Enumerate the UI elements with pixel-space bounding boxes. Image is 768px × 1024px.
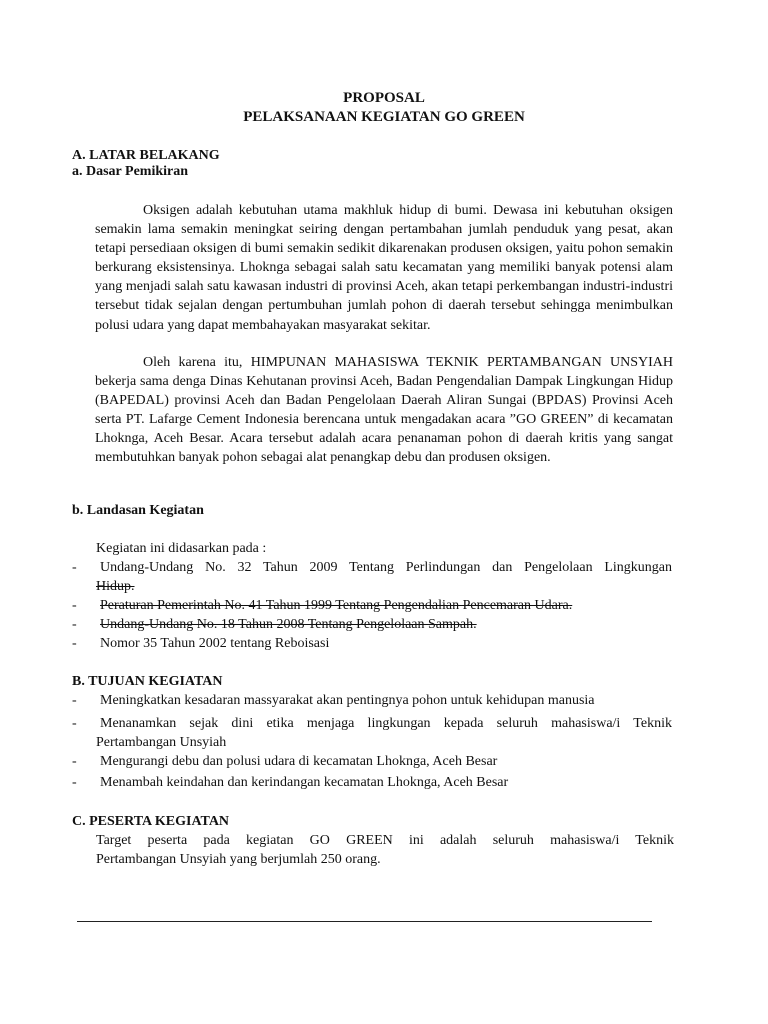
- bullet-dash: -: [72, 560, 77, 575]
- peserta-line-1: Target peserta pada kegiatan GO GREEN ini adalah seluruh mahasiswa/i Teknik: [96, 833, 674, 848]
- paragraph-dasar-pemikiran-1: Oksigen adalah kebutuhan utama makhluk hidup di bumi. Dewasa ini kebutuhan oksigen semakin lama semakin meningkat seiring dengan pertambahan jumlah penduduk yang pesat, akan tetapi persediaan oksigen di bumi semakin sedikit dikarenakan produsen oksigen, yaitu pohon semakin berkurang eksistensinya. Lhoknga sebagai salah satu kecamatan yang memiliki banyak potensi alam yang menjadi salah satu kawasan industri di provinsi Aceh, akan tetapi perkembangan industri-industri tersebut tidak sejalan dengan pertumbuhan jumlah pohon di daerah tersebut sehingga menimbulkan polusi udara yang dapat membahayakan masyarakat sekitar.: [95, 203, 673, 333]
- landasan-item-4: Nomor 35 Tahun 2002 tentang Reboisasi: [100, 636, 330, 651]
- tujuan-item-2-line2: Pertambangan Unsyiah: [96, 735, 227, 750]
- subsection-b-heading: b. Landasan Kegiatan: [72, 503, 204, 518]
- section-b-heading: B. TUJUAN KEGIATAN: [72, 674, 223, 689]
- section-a-heading: A. LATAR BELAKANG: [72, 148, 220, 163]
- tujuan-item-1: Meningkatkan kesadaran massyarakat akan pentingnya pohon untuk kehidupan manusia: [100, 693, 595, 708]
- bullet-dash: -: [72, 617, 77, 632]
- bullet-dash: -: [72, 754, 77, 769]
- tujuan-item-4: Menambah keindahan dan kerindangan kecamatan Lhoknga, Aceh Besar: [100, 775, 509, 790]
- proposal-title: PROPOSAL: [343, 90, 425, 106]
- bullet-dash: -: [72, 693, 77, 708]
- subsection-a-heading: a. Dasar Pemikiran: [72, 164, 189, 179]
- footnote-separator: [77, 921, 652, 922]
- tujuan-item-3: Mengurangi debu dan polusi udara di kecamatan Lhoknga, Aceh Besar: [100, 754, 498, 769]
- bullet-dash: -: [72, 716, 77, 731]
- tujuan-item-2-line1: Menanamkan sejak dini etika menjaga lingkungan kepada seluruh mahasiswa/i Teknik: [100, 716, 672, 731]
- proposal-subtitle: PELAKSANAAN KEGIATAN GO GREEN: [243, 109, 525, 125]
- peserta-line-2: Pertambangan Unsyiah yang berjumlah 250 orang.: [96, 852, 381, 867]
- paragraph-dasar-pemikiran-2: Oleh karena itu, HIMPUNAN MAHASISWA TEKNIK PERTAMBANGAN UNSYIAH bekerja sama denga Dinas Kehutanan provinsi Aceh, Badan Pengendalian Dampak Lingkungan Hidup (BAPEDAL) provinsi Aceh dan Badan Pengelolaan Daerah Aliran Sungai (BPDAS) Provinsi Aceh serta PT. Lafarge Cement Indonesia berencana untuk mengadakan acara ”GO GREEN” di kecamatan Lhoknga, Aceh Besar. Acara tersebut adalah acara penanaman pohon di daerah kritis yang sangat membutuhkan banyak pohon sebagai alat penangkap debu dan produsen oksigen.: [95, 355, 673, 466]
- section-c-heading: C. PESERTA KEGIATAN: [72, 814, 230, 829]
- bullet-dash: -: [72, 598, 77, 613]
- landasan-intro: Kegiatan ini didasarkan pada :: [96, 541, 267, 556]
- landasan-item-1-line2: Hidup.: [96, 579, 135, 594]
- landasan-item-2: Peraturan Pemerintah No. 41 Tahun 1999 Tentang Pengendalian Pencemaran Udara.: [100, 598, 573, 613]
- bullet-dash: -: [72, 775, 77, 790]
- landasan-item-3: Undang-Undang No. 18 Tahun 2008 Tentang Pengelolaan Sampah.: [100, 617, 477, 632]
- bullet-dash: -: [72, 636, 77, 651]
- landasan-item-1-line1: Undang-Undang No. 32 Tahun 2009 Tentang Perlindungan dan Pengelolaan Lingkungan: [100, 560, 672, 575]
